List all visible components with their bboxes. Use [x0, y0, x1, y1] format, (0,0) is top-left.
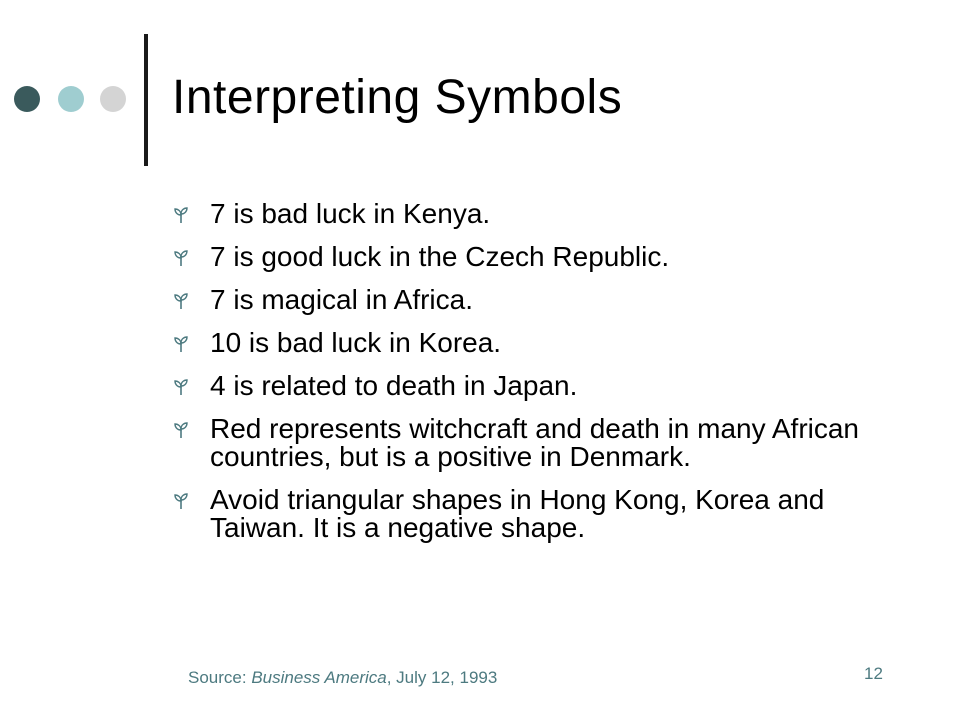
bullet-text: 4 is related to death in Japan.	[210, 370, 578, 401]
source-publication: Business America	[251, 668, 387, 687]
bullet-text: 7 is good luck in the Czech Republic.	[210, 241, 670, 272]
light-teal-dot-icon	[58, 86, 84, 112]
sprout-bullet-icon	[172, 206, 190, 224]
bullet-text: 7 is magical in Africa.	[210, 284, 473, 315]
bullet-item	[170, 415, 890, 471]
bullet-item	[170, 200, 890, 228]
sprout-bullet-icon	[172, 492, 190, 510]
sprout-bullet-icon	[172, 249, 190, 267]
bullet-list	[170, 200, 890, 557]
bullet-item	[170, 486, 890, 542]
page-number: 12	[864, 664, 883, 683]
bullet-text: 10 is bad luck in Korea.	[210, 327, 502, 358]
grey-dot-icon	[100, 86, 126, 112]
bullet-text: Red represents witchcraft and death in many African countries, but is a positive in Denmark.	[210, 413, 860, 472]
bullet-item	[170, 243, 890, 271]
source-prefix: Source:	[188, 668, 252, 687]
decorative-dots	[14, 86, 134, 114]
title-divider	[144, 34, 148, 166]
source-citation	[188, 668, 497, 688]
sprout-bullet-icon	[172, 378, 190, 396]
source-date: , July 12, 1993	[386, 668, 498, 687]
bullet-item	[170, 286, 890, 314]
bullet-item	[170, 372, 890, 400]
slide-title: Interpreting Symbols	[172, 71, 623, 124]
sprout-bullet-icon	[172, 335, 190, 353]
bullet-text: 7 is bad luck in Kenya.	[210, 198, 491, 229]
bullet-text: Avoid triangular shapes in Hong Kong, Korea and Taiwan. It is a negative shape.	[210, 484, 825, 543]
sprout-bullet-icon	[172, 421, 190, 439]
sprout-bullet-icon	[172, 292, 190, 310]
dark-dot-icon	[14, 86, 40, 112]
bullet-item	[170, 329, 890, 357]
